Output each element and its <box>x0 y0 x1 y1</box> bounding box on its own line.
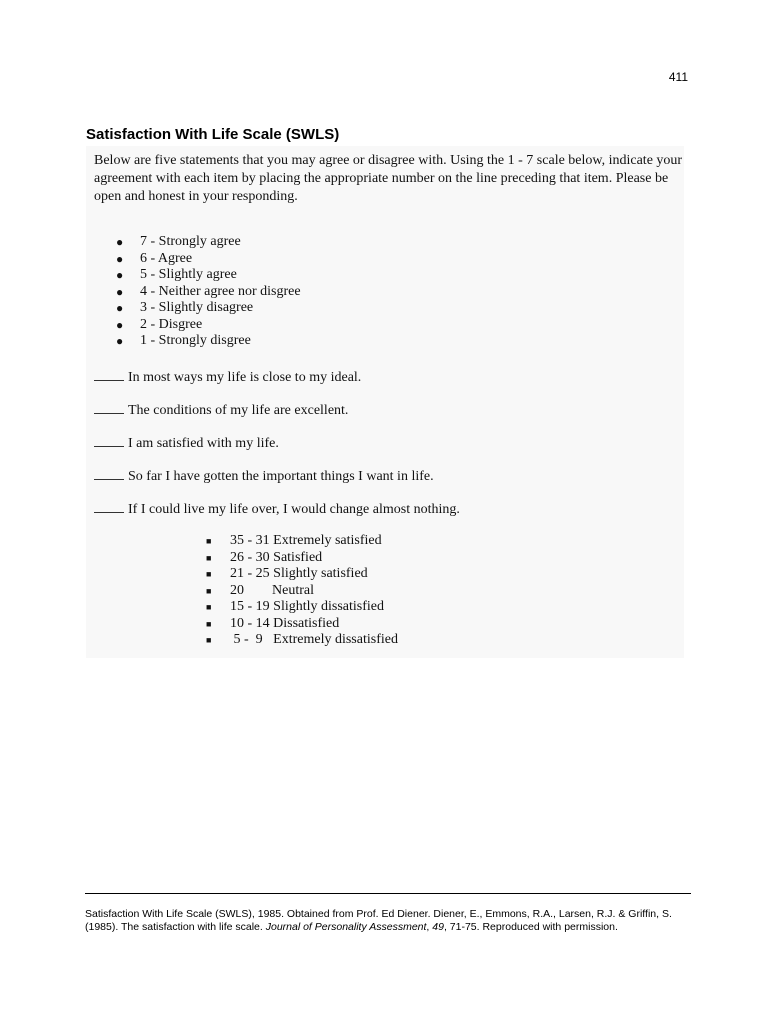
scale-label: 2 - Disgree <box>140 316 203 332</box>
answer-blank[interactable] <box>94 368 124 381</box>
scale-item <box>114 284 301 301</box>
statement-text: I am satisfied with my life. <box>128 436 279 451</box>
answer-blank[interactable] <box>94 401 124 414</box>
bullet-icon: ● <box>116 317 124 332</box>
statement-list <box>94 368 460 533</box>
page-number: 411 <box>668 70 688 84</box>
scoring-label: 5 - 9 Extremely dissatisfied <box>230 632 398 647</box>
bullet-icon: ● <box>116 334 124 348</box>
square-bullet-icon: ■ <box>206 569 212 579</box>
scale-label: 5 - Slightly agree <box>140 267 237 282</box>
scoring-item <box>204 599 398 616</box>
scoring-item <box>204 632 398 649</box>
square-bullet-icon: ■ <box>206 618 212 629</box>
scoring-item <box>204 550 398 567</box>
footnote-citation: Satisfaction With Life Scale (SWLS), 1985. Obtained from Prof. Ed Diener. Diener, E., Emmons, R.A., Larsen, R.J. & Griffin, S. (1985). The satisfaction with life scale. <box>85 908 672 933</box>
square-bullet-icon: ■ <box>206 536 212 546</box>
bullet-icon: ● <box>116 301 124 315</box>
statement-item <box>94 368 460 401</box>
scoring-label: 10 - 14 Dissatisfied <box>230 615 340 631</box>
answer-blank[interactable] <box>94 467 124 480</box>
statement-item <box>94 434 460 467</box>
bullet-icon: ● <box>116 235 124 249</box>
agreement-scale-list <box>114 234 301 350</box>
scoring-item <box>204 616 398 633</box>
scale-item <box>114 317 301 334</box>
bullet-icon: ● <box>116 268 124 282</box>
statement-text: In most ways my life is close to my ideal. <box>128 370 362 385</box>
footnote-journal: Journal of Personality Assessment <box>265 920 427 933</box>
scale-item <box>114 251 301 268</box>
answer-blank[interactable] <box>94 500 124 513</box>
scale-label: 4 - Neither agree nor disgree <box>140 283 301 299</box>
scale-item <box>114 333 301 350</box>
footnote-volume: 49 <box>432 920 444 933</box>
statement-text: So far I have gotten the important things I want in life. <box>128 469 434 484</box>
scale-label: 6 - Agree <box>140 250 193 266</box>
square-bullet-icon: ■ <box>206 585 212 596</box>
statement-item <box>94 467 460 500</box>
footnote-separator: , <box>426 920 433 933</box>
square-bullet-icon: ■ <box>206 602 212 612</box>
scanned-questionnaire <box>86 146 684 658</box>
scale-item <box>114 267 301 284</box>
footnote-pages: , 71-75. Reproduced with permission. <box>443 920 618 933</box>
statement-item <box>94 500 460 533</box>
scoring-label: 20 Neutral <box>230 582 314 598</box>
scale-label: 3 - Slightly disagree <box>140 300 254 315</box>
scoring-item <box>204 533 398 550</box>
instructions-paragraph: Below are five statements that you may agree or disagree with. Using the 1 - 7 scale below, indicate your agreement with each item by placing the appropriate number on the line preceding that item. Please be open and honest in your responding. <box>94 153 683 204</box>
scoring-item <box>204 566 398 583</box>
page-title: Satisfaction With Life Scale (SWLS) <box>86 126 340 143</box>
scoring-label: 15 - 19 Slightly dissatisfied <box>230 599 384 614</box>
statement-text: If I could live my life over, I would change almost nothing. <box>128 502 460 517</box>
footnote <box>85 908 691 933</box>
square-bullet-icon: ■ <box>206 552 212 563</box>
footnote-divider <box>85 893 691 894</box>
statement-item <box>94 401 460 434</box>
square-bullet-icon: ■ <box>206 635 212 645</box>
scoring-item <box>204 583 398 600</box>
bullet-icon: ● <box>116 251 124 266</box>
scale-label: 7 - Strongly agree <box>140 234 241 249</box>
statement-text: The conditions of my life are excellent. <box>128 403 349 418</box>
bullet-icon: ● <box>116 284 124 299</box>
scoring-key-list <box>204 533 398 649</box>
scoring-label: 26 - 30 Satisfied <box>230 549 323 565</box>
scale-item <box>114 234 301 251</box>
scoring-label: 21 - 25 Slightly satisfied <box>230 566 368 581</box>
scale-item <box>114 300 301 317</box>
scoring-label: 35 - 31 Extremely satisfied <box>230 533 382 548</box>
scale-label: 1 - Strongly disgree <box>140 333 251 348</box>
answer-blank[interactable] <box>94 434 124 447</box>
